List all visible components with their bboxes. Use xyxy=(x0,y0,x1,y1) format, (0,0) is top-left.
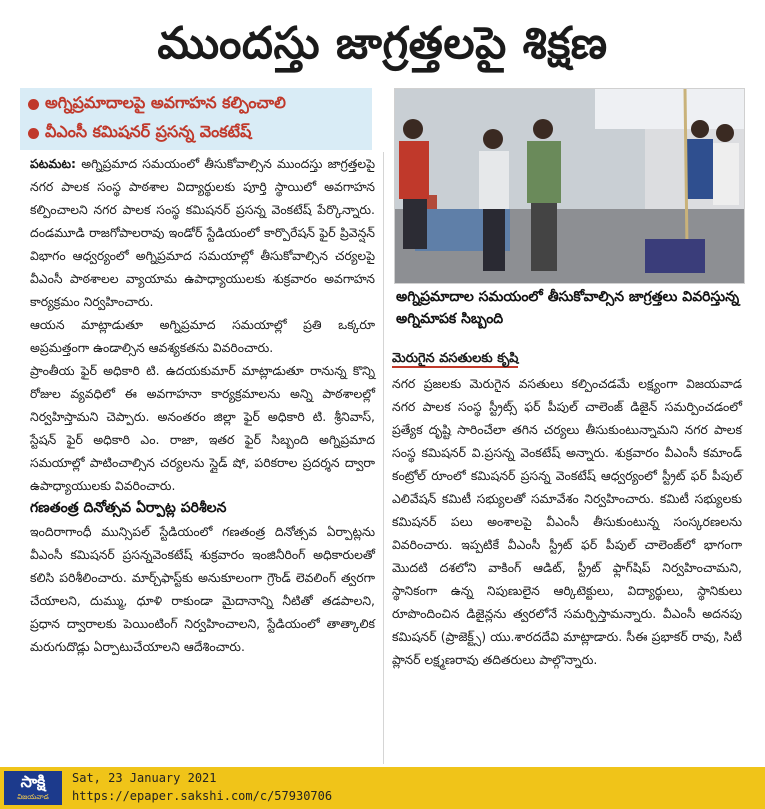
logo-subtext: విజయవాడ xyxy=(17,793,49,801)
paragraph: నగర ప్రజలకు మెరుగైన వసతులు కల్పించడమే లక్ష్యంగా విజయవాడ నగర పాలక సంస్థ స్ట్రీట్స్ ఫర్ పీపుల్ చాలెంజ్ డిజైన్ సమర్పించడంలో ప్రత్యేక దృష్టి సారించేలా తగిన చర్యలు తీసుకుంటున్నామని నగర పాలక సంస్థ కమిషనర్ వి.ప్రసన్న వెంకటేష్ అన్నారు. శుక్రవారం వీఎంసీ కమాండ్ కంట్రోల్ రూంలో కమిషనర్ ప్రసన్న వెంకటేష్ ఆధ్వర్యంలో స్ట్రీట్ ఫర్ పీపుల్ ఎలివేషన్ కమిటీ సభ్యులతో సమావేశం నిర్వహించారు. కమిటీ సభ్యులకు కమిషనర్ పలు అంశాలపై వీఎంసీ తీసుకుంటున్న సంస్కరణలను వివరించారు. ఇప్పటికే వీఎంసీ స్ట్రీట్ ఫర్ పీపుల్ చాలెంజ్‌లో భాగంగా మొదటి దశలోని వాకింగ్ ఆడిట్, స్ట్రీట్ ఫ్లాగ్‌షిప్ నిర్వహించామని, స్థానికంగా ఉన్న నిపుణులైన ఆర్కిటెక్టులు, విద్యార్థులు, స్థానికులు రూపొందించిన డిజైన్లను త్వరలోనే సమర్పిస్తామన్నారు. వీఎంసీ అదనపు కమిషనర్ (ప్రాజెక్ట్స్) యు.శారదదేవి మాట్లాడారు. సీఈ ప్రభాకర్ రావు, సిటీ ప్లానర్ లక్ష్మణరావు తదితరులు పాల్గొన్నారు. xyxy=(392,376,742,667)
highlight-item xyxy=(28,119,364,148)
subhead-text: మెరుగైన వసతులకు కృషి xyxy=(392,351,519,366)
sakshi-logo xyxy=(4,771,62,805)
photo-illustration xyxy=(395,89,744,283)
logo-text: సాక్షి xyxy=(20,772,46,791)
highlight-text: వీఎంసీ కమిషనర్ ప్రసన్న వెంకటేష్ xyxy=(45,122,252,141)
headline: ముందస్తు జాగ్రత్తలపై శిక్షణ xyxy=(157,18,608,69)
highlight-text: అగ్నిప్రమాదాలపై అవగాహన కల్పించాలి xyxy=(45,93,286,112)
dateline: పటమట: xyxy=(30,156,77,171)
paragraph: ఆయన మాట్లాడుతూ అగ్నిప్రమాద సమయాల్లో ప్రతి ఒక్కరూ అప్రమత్తంగా ఉండాల్సిన ఆవశ్యకతను వివరించారు. xyxy=(30,317,375,355)
highlight-item xyxy=(28,90,364,119)
photo-caption: అగ్నిప్రమాదాల సమయంలో తీసుకోవాల్సిన జాగ్రత్తలు వివరిస్తున్న అగ్నిమాపక సిబ్బంది xyxy=(396,289,740,327)
bullet-dot-icon xyxy=(28,99,39,110)
edition-date: Sat, 23 January 2021 xyxy=(72,771,217,785)
section-subhead: గణతంత్ర దినోత్సవ ఏర్పాట్ల పరిశీలన xyxy=(30,500,227,516)
paragraph xyxy=(30,152,375,313)
highlights-box xyxy=(20,88,372,150)
footer-bar xyxy=(0,767,765,809)
column-divider xyxy=(383,152,384,764)
right-column xyxy=(392,372,742,671)
paragraph-text: అగ్నిప్రమాద సమయంలో తీసుకోవాల్సిన ముందస్తు జాగ్రత్తలపై నగర పాలక సంస్థ పాఠశాల విద్యార్థులకు పూర్తి స్థాయిలో అవగాహన కల్పించాలని నగర పాలక సంస్థ కమిషనర్ ప్రసన్న వెంకటేష్ పేర్కొన్నారు. దండమూడి రాజగోపాలరావు ఇండోర్ స్టేడియంలో కార్పొరేషన్ ఫైర్ ప్రివెన్షన్ విభాగం ఆధ్వర్యంలో అగ్నిప్రమాద సమయాల్లో తీసుకోవాల్సిన చర్యలపై వీఎంసీ పాఠశాలల వ్యాయామ ఉపాధ్యాయులకు శుక్రవారం అవగాహన కార్యక్రమం నిర్వహించారు. xyxy=(30,156,375,309)
epaper-link[interactable]: https://epaper.sakshi.com/c/57930706 xyxy=(72,789,333,803)
left-column xyxy=(30,152,375,658)
paragraph: ఇందిరాగాంధీ మున్సిపల్ స్టేడియంలో గణతంత్ర దినోత్సవ ఏర్పాట్లను వీఎంసీ కమిషనర్ ప్రసన్నవెంకటేష్ శుక్రవారం ఇంజినీరింగ్ అధికారులతో కలిసి పరిశీలించారు. మార్చ్‌ఫాస్ట్‌కు అనుకూలంగా గ్రౌండ్ లెవలింగ్ త్వరగా చేయాలని, దుమ్ము, ధూళి రాకుండా మైదానాన్ని నీటితో తడపాలని, ప్రధాన ద్వారాలకు పెయింటింగ్ నిర్వహించాలని, స్టేడియంలో తాత్కాలిక మరుగుదొడ్లు ఏర్పాటుచేయాలని ఆదేశించారు. xyxy=(30,524,375,654)
paragraph: ప్రాంతీయ ఫైర్ అధికారి టి. ఉదయకుమార్ మాట్లాడుతూ రానున్న కొన్ని రోజుల వ్యవధిలో ఈ అవగాహనా కార్యక్రమాలను అన్ని పాఠశాలల్లో నిర్వహిస్తామని చెప్పారు. అనంతరం జిల్లా ఫైర్ అధికారి టి. శ్రీనివాస్, స్టేషన్ ఫైర్ అధికారి ఎం. రాజా, ఇతర ఫైర్ సిబ్బంది అగ్నిప్రమాద సమయాల్లో పాటించాల్సిన చర్యలను స్లైడ్ షో, పరికరాల ప్రదర్శన ద్వారా ఉపాధ్యాయులకు వివరించారు. xyxy=(30,363,375,493)
news-photo xyxy=(394,88,745,284)
bullet-dot-icon xyxy=(28,128,39,139)
section-subhead xyxy=(392,348,742,370)
